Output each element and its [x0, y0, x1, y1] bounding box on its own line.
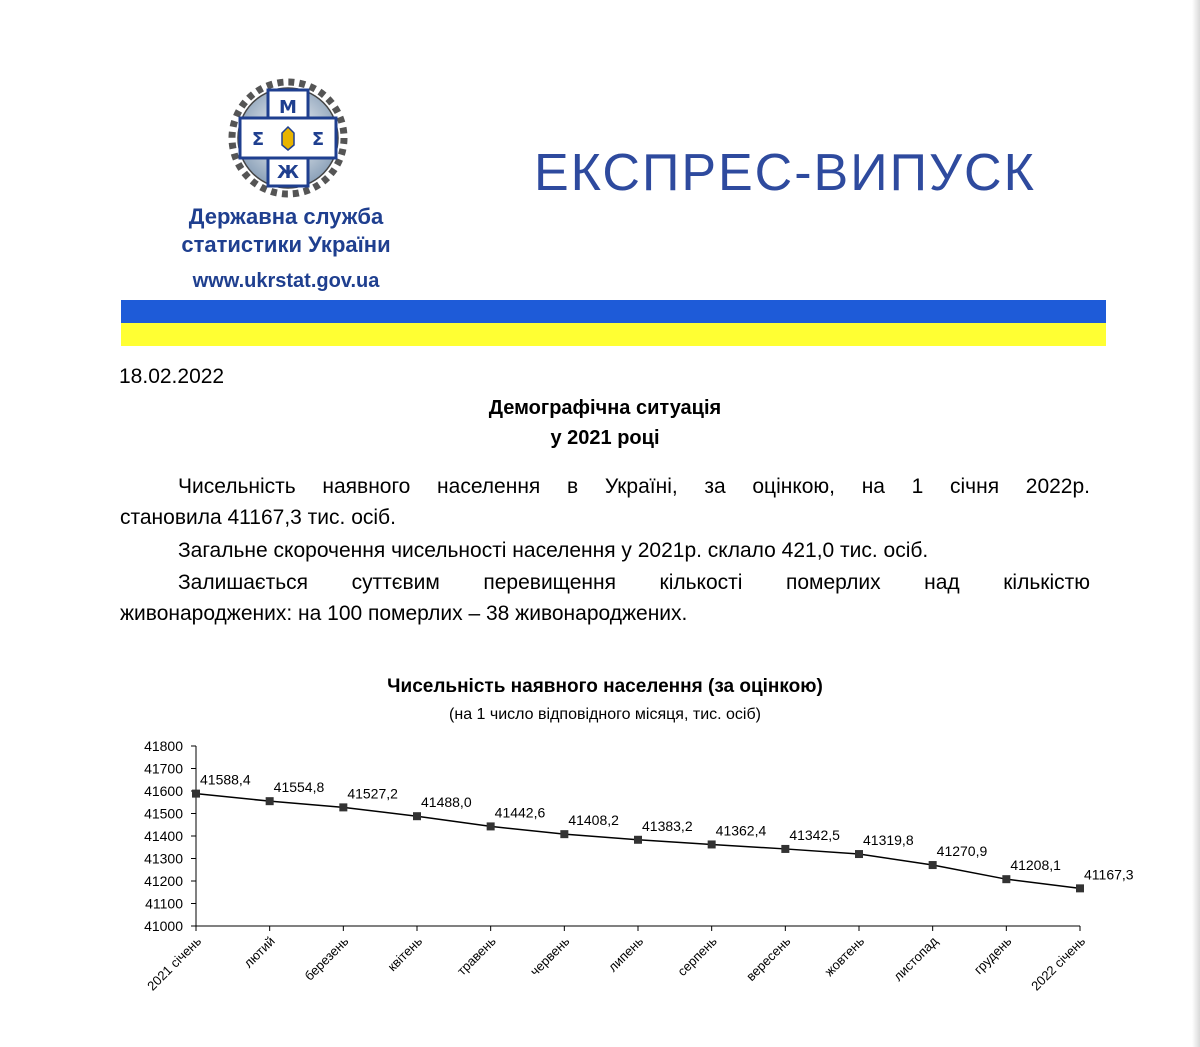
data-point-marker: [1002, 875, 1010, 883]
x-tick-label: серпень: [674, 933, 720, 979]
x-tick-label: березень: [301, 933, 352, 984]
paragraph-3-line1: Залишається суттєвим перевищення кількості померлих над кількістю: [178, 571, 1090, 594]
data-label: 41408,2: [568, 812, 619, 829]
data-point-marker: [929, 861, 937, 869]
data-label: 41442,6: [494, 804, 546, 821]
document-title-line1: Демографічна ситуація: [488, 397, 722, 419]
svg-text:Σ: Σ: [251, 129, 265, 150]
paragraph-3-line2: живонароджених: на 100 померлих – 38 живонароджених.: [120, 602, 688, 625]
org-name-line1: Державна служба: [188, 204, 384, 229]
svg-text:М: М: [279, 97, 297, 118]
data-point-marker: [855, 850, 863, 858]
x-tick-label: травень: [453, 933, 499, 979]
data-label: 41588,4: [200, 771, 251, 788]
paragraph-2: Загальне скорочення чисельності населення у 2021р. склало 421,0 тис. осіб.: [178, 539, 929, 562]
paragraph-1-line2: становила 41167,3 тис. осіб.: [120, 506, 396, 529]
x-tick-label: вересень: [743, 933, 794, 984]
svg-text:Σ: Σ: [311, 129, 325, 150]
chart-subtitle: (на 1 число відповідного місяця, тис. осіб): [449, 706, 761, 723]
y-tick-label: 41800: [144, 738, 183, 754]
y-tick-label: 41200: [144, 873, 183, 889]
data-label: 41270,9: [936, 843, 988, 860]
data-point-marker: [781, 845, 789, 853]
data-point-marker: [339, 803, 347, 811]
data-point-marker: [266, 797, 274, 805]
data-label: 41527,2: [347, 785, 398, 802]
x-tick-label: листопад: [890, 933, 941, 984]
data-label: 41342,5: [789, 826, 840, 843]
x-tick-label: червень: [527, 933, 573, 979]
x-tick-label: квітень: [384, 933, 426, 975]
release-type-title: ЕКСПРЕС-ВИПУСК: [534, 144, 1036, 202]
data-label: 41383,2: [642, 817, 693, 834]
y-tick-label: 41700: [144, 760, 183, 777]
data-label: 41319,8: [863, 832, 914, 849]
paragraph-1-line1: Чисельність наявного населення в Україні, за оцінкою, на 1 січня 2022р.: [178, 475, 1090, 498]
x-tick-label: грудень: [970, 933, 1015, 978]
y-tick-label: 41000: [144, 918, 183, 934]
x-tick-label: лютий: [240, 933, 278, 971]
data-point-marker: [192, 790, 200, 798]
x-tick-label: жовтень: [821, 933, 868, 980]
x-tick-label: липень: [605, 933, 647, 975]
document-title-line2: у 2021 році: [550, 427, 660, 449]
x-tick-label: 2022 січень: [1028, 933, 1089, 994]
data-point-marker: [487, 822, 495, 830]
org-name-line2: статистики України: [181, 232, 391, 257]
data-point-marker: [634, 836, 642, 844]
x-tick-label: 2021 січень: [144, 933, 205, 994]
y-tick-label: 41100: [145, 895, 183, 912]
data-label: 41488,0: [421, 794, 472, 811]
data-point-marker: [708, 840, 716, 848]
y-tick-label: 41500: [144, 805, 183, 822]
y-tick-label: 41300: [144, 850, 183, 867]
data-label: 41167,3: [1084, 866, 1134, 883]
y-tick-label: 41400: [144, 828, 183, 844]
website-link[interactable]: www.ukrstat.gov.ua: [192, 270, 380, 292]
data-label: 41554,8: [273, 779, 325, 796]
data-point-marker: [560, 830, 568, 838]
data-point-marker: [1076, 884, 1084, 892]
y-tick-label: 41600: [144, 783, 183, 799]
release-date: 18.02.2022: [119, 365, 225, 388]
svg-text:Ж: Ж: [276, 162, 300, 183]
chart-title: Чисельність наявного населення (за оцінкою): [387, 676, 823, 697]
data-label: 41362,4: [715, 822, 767, 839]
data-point-marker: [413, 812, 421, 820]
data-label: 41208,1: [1010, 857, 1061, 874]
